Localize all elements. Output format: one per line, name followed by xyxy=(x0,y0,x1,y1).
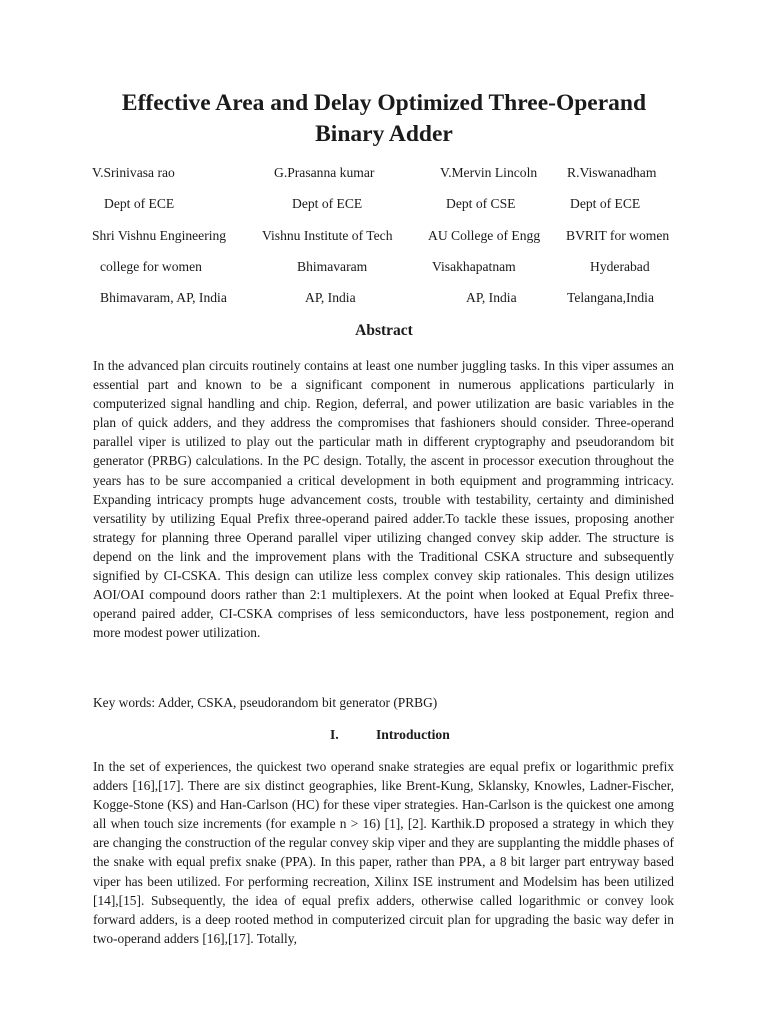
author-institution: Vishnu Institute of Tech xyxy=(262,228,393,243)
author-institution: Hyderabad xyxy=(590,259,650,274)
author-name: V.Srinivasa rao xyxy=(92,165,175,180)
paper-title xyxy=(60,88,708,150)
author-location: Telangana,India xyxy=(567,290,654,305)
author-institution: BVRIT for women xyxy=(566,228,670,243)
author-name: R.Viswanadham xyxy=(567,165,657,180)
author-name: V.Mervin Lincoln xyxy=(440,165,538,180)
author-institution: Visakhapatnam xyxy=(432,259,516,274)
keywords: Key words: Adder, CSKA, pseudorandom bit generator (PRBG) xyxy=(93,695,438,710)
title-line-1: Effective Area and Delay Optimized Three-Operand xyxy=(121,90,647,116)
author-location: AP, India xyxy=(305,290,356,305)
author-names-row xyxy=(0,165,768,185)
author-institution: Shri Vishnu Engineering xyxy=(92,228,227,243)
author-institution: Bhimavaram xyxy=(297,259,368,274)
author-dept: Dept of ECE xyxy=(104,196,175,211)
section-title: Introduction xyxy=(376,727,450,742)
author-dept: Dept of CSE xyxy=(446,196,516,211)
author-dept: Dept of ECE xyxy=(292,196,363,211)
author-location-row xyxy=(0,290,768,310)
abstract-text: In the advanced plan circuits routinely contains at least one number juggling tasks. In this viper assumes an essential part and known to be a significant component in numerous applications particularly in computerized signal handling and chip. Region, deferral, and power utilization are basic variables in the plan of quick adders, and they address the compromises that fashioners should consider. Three-operand parallel viper is utilized to play out the particular math in different cryptography and pseudorandom bit generator (PRBG) calculations. In the PC design. Totally, the ascent in processor execution throughout the years has to be sure accompanied a critical development in both equipment and programming intricacy. Expanding intricacy prompts huge advancement costs, trouble with testability, certainty and diminished versatility by utilizing Equal Prefix three-operand paired adder.To tackle these issues, proposing another strategy for planning three Operand parallel viper utilizing changed convey skip adder. The structure is depend on the link and the improvement plans with the Traditional CSKA structure and subsequently signified by CI-CSKA. This design can utilize less complex convey skip rationales. This design utilizes AOI/OAI compound doors rather than 2:1 multiplexers. At the point when looked at Equal Prefix three-operand paired adder, CI-CSKA comprises of less semiconductors, have less postponement, region and more modest power utilization. xyxy=(93,358,674,641)
author-dept: Dept of ECE xyxy=(570,196,641,211)
title-line-2: Binary Adder xyxy=(315,121,453,147)
introduction-text: In the set of experiences, the quickest two operand snake strategies are equal prefix or logarithmic prefix adders [16],[17]. There are six distinct geographies, like Brent-Kung, Sklansky, Knowles, Ladner-Fischer, Kogge-Stone (KS) and Han-Carlson (HC) for these viper strategies. Han-Carlson is the quickest one among all when touch size increments (for example n > 16) [1], [2]. Karthik.D proposed a strategy in which they are changing the construction of the regular convey skip viper and they are supplanting the middle phases of the snake with equal prefix snake (PPA). In this paper, rather than PPA, a 8 bit larger part entryway based viper has been utilized. For performing recreation, Xilinx ISE instrument and Modelsim has been utilized [14],[15]. Subsequently, the idea of equal prefix adders, otherwise called logarithmic or convey look forward adders, is a deep rooted method in computerized circuit plan for upgrading the basic way defer in two-operand adders [16],[17]. Totally, xyxy=(93,759,674,946)
author-name: G.Prasanna kumar xyxy=(274,165,375,180)
author-location: AP, India xyxy=(466,290,517,305)
author-location: Bhimavaram, AP, India xyxy=(100,290,227,305)
author-institution: AU College of Engg xyxy=(428,228,541,243)
author-institution-row xyxy=(0,228,768,248)
author-institution: college for women xyxy=(100,259,202,274)
section-number: I. xyxy=(330,727,339,742)
author-institution-row-2 xyxy=(0,259,768,279)
author-dept-row xyxy=(0,196,768,216)
abstract-heading: Abstract xyxy=(355,322,413,339)
